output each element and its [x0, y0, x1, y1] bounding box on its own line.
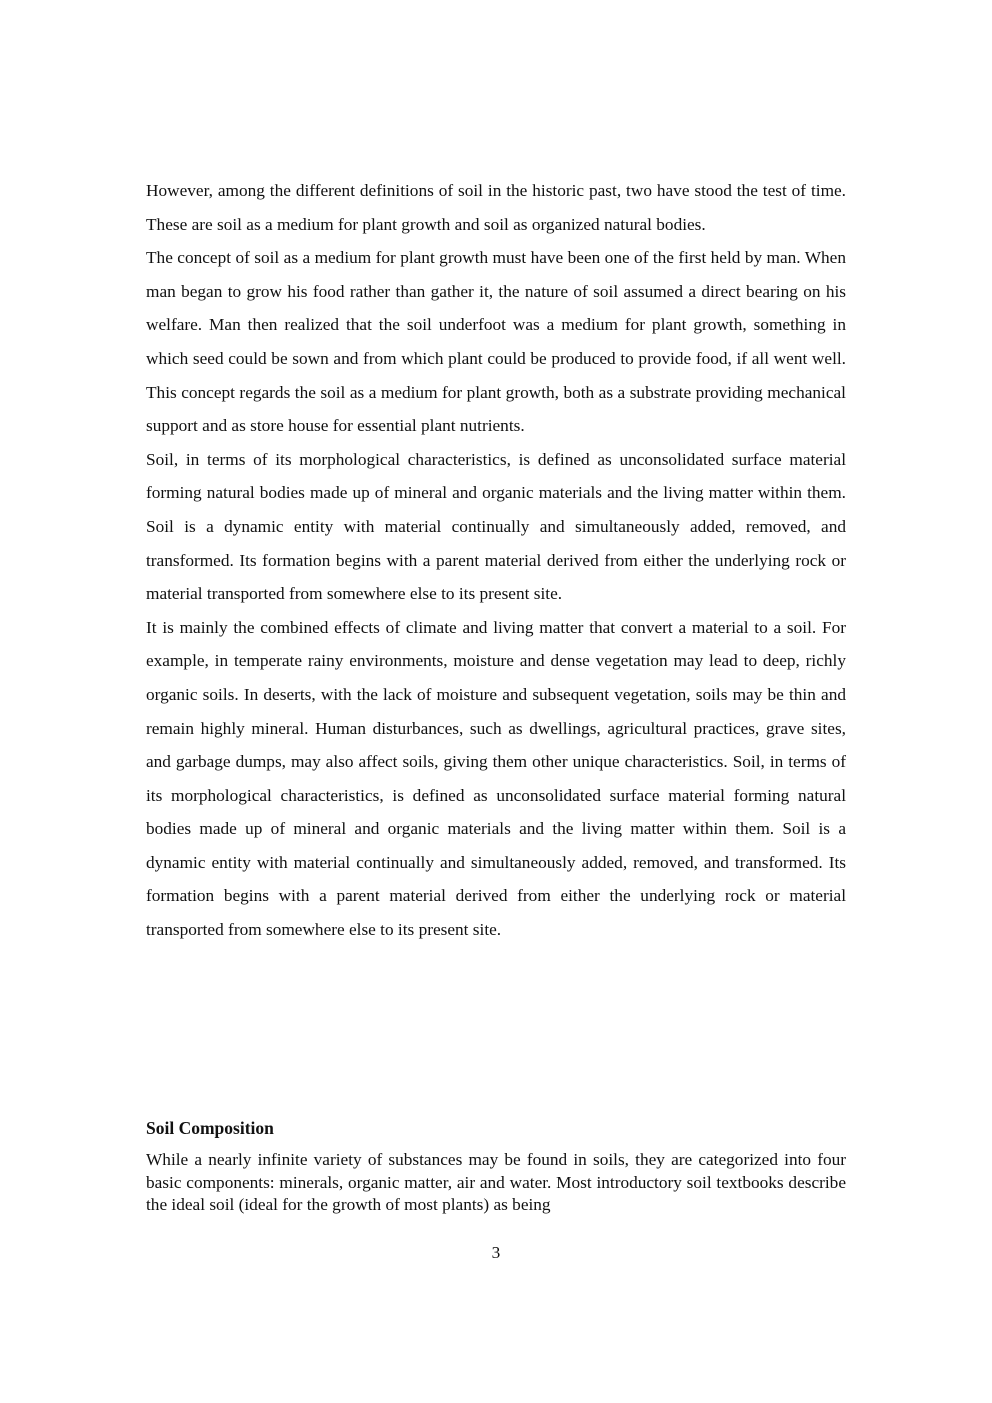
paragraph-morphology: Soil, in terms of its morphological characteristics, is defined as unconsolidated surface material forming natural bodies made up of mineral and organic materials and the living matter within them. Soil is a dynamic entity with material continually and simultaneously added, removed, and transformed. Its formation begins with a parent material derived from either the underlying rock or material transported from somewhere else to its present site.: [146, 449, 846, 604]
body-text: [146, 174, 846, 947]
section-text: [146, 1149, 846, 1217]
paragraph-climate: It is mainly the combined effects of climate and living matter that convert a material to a soil. For example, in temperate rainy environments, moisture and dense vegetation may lead to deep, richly organic soils. In deserts, with the lack of moisture and subsequent vegetation, soils may be thin and remain highly mineral. Human disturbances, such as dwellings, agricultural practices, grave sites, and garbage dumps, may also affect soils, giving them other unique characteristics. Soil, in terms of its morphological characteristics, is defined as unconsolidated surface material forming natural bodies made up of mineral and organic materials and the living matter within them. Soil is a dynamic entity with material continually and simultaneously added, removed, and transformed. Its formation begins with a parent material derived from either the underlying rock or material transported from somewhere else to its present site.: [146, 617, 846, 940]
paragraph-plant-growth: The concept of soil as a medium for plant growth must have been one of the first held by man. When man began to grow his food rather than gather it, the nature of soil assumed a direct bearing on his welfare. Man then realized that the soil underfoot was a medium for plant growth, something in which seed could be sown and from which plant could be produced to provide food, if all went well. This concept regards the soil as a medium for plant growth, both as a substrate providing mechanical support and as store house for essential plant nutrients.: [146, 248, 846, 436]
page-number: 3: [491, 1243, 501, 1262]
paragraph-definitions: However, among the different definitions of soil in the historic past, two have stood the test of time. These are soil as a medium for plant growth and soil as organized natural bodies.: [146, 181, 846, 234]
section-heading: Soil Composition: [146, 1118, 274, 1138]
paragraph-composition: While a nearly infinite variety of substances may be found in soils, they are categorized into four basic components: minerals, organic matter, air and water. Most introductory soil textbooks describe the ideal soil (ideal for the growth of most plants) as being: [146, 1150, 846, 1214]
